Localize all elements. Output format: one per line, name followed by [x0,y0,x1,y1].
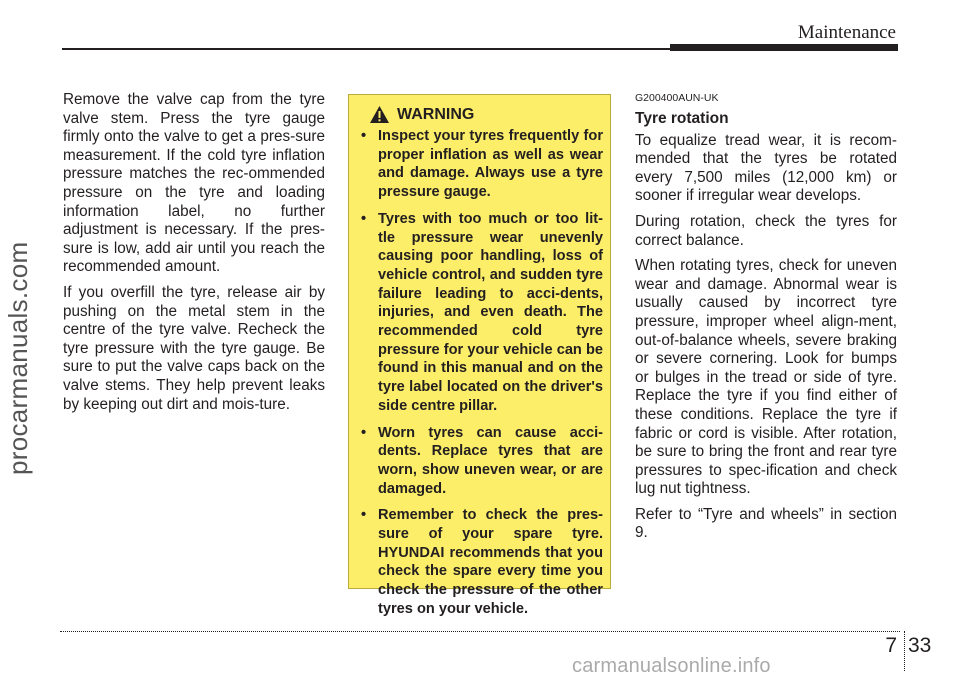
body-paragraph: When rotating tyres, check for uneven wear and damage. Abnormal wear is usually caused by incorrect tyre pressure, improper wheel align-ment, out-of-balance wheels, severe braking or severe cornering. Look for bumps or bulges in the tread or side of tyre. Replace the tyre if you find either of these conditions. Replace the tyre if fabric or cord is visible. After rotation, be sure to bring the front and rear tyre pressures to spec-ification and check lug nut tightness. [635,257,897,498]
bullet: • [361,210,367,227]
warning-box [348,94,611,617]
warning-item [359,424,603,499]
body-paragraph: If you overfill the tyre, release air by pushing on the metal stem in the centre of the tyre valve. Recheck the tyre pressure with the tyre gauge. Be sure to put the valve caps back on the valve stems. They help prevent leaks by keeping out dirt and mois-ture. [63,283,325,413]
body-paragraph: To equalize tread wear, it is recom-mended that the tyres be rotated every 7,500 miles (12,000 km) or sooner if irregular wear develops. [635,131,897,205]
body-paragraph: During rotation, check the tyres for correct balance. [635,212,897,249]
warning-item [359,506,603,618]
footer-rule [60,631,900,632]
warning-item-text: Worn tyres can cause acci-dents. Replace tyres that are worn, show uneven wear, or are damaged. [378,424,603,497]
right-column [635,91,897,550]
footer-divider [904,631,905,671]
warning-list [359,127,603,619]
header-rule-accent [670,44,898,51]
side-watermark: procarmanuals.com [3,241,33,475]
warning-item-text: Remember to check the pres-sure of your spare tyre. HYUNDAI recommends that you check the spare every time you check the pressure of the other tyres on your vehicle. [378,507,603,617]
warning-header [369,105,603,124]
chapter-number: 7 [885,634,897,657]
page-header-title: Maintenance [797,22,896,43]
warning-item-text: Tyres with too much or too lit-tle pressure wear unevenly causing poor handling, loss of vehicle control, and sudden tyre failure leading to acci-dents, injuries, and even death. The recommended cold tyre pressure for your vehicle can be found in this manual and on the tyre label located on the driver's side centre pillar. [378,210,603,414]
warning-item [359,210,603,416]
body-paragraph: Remove the valve cap from the tyre valve stem. Press the tyre gauge firmly onto the valve to get a pres-sure measurement. If the cold tyre inflation pressure matches the rec-ommended pressure on the tyre and loading information label, no further adjustment is necessary. If the pres-sure is low, add air until you reach the recommended amount. [63,91,325,276]
bullet: • [361,128,367,144]
warning-item-text: Inspect your tyres frequently for proper inflation as well as wear and damage. Always use a tyre pressure gauge. [378,128,603,201]
page-number: 33 [908,634,932,657]
section-code: G200400AUN-UK [635,92,719,104]
body-paragraph: Refer to “Tyre and wheels” in section 9. [635,505,897,542]
left-column [63,91,325,421]
bottom-watermark: carmanualsonline.info [572,655,771,677]
warning-triangle-icon [369,105,390,124]
header-rule [62,48,672,50]
bullet: • [361,507,367,524]
section-title: Tyre rotation [635,110,729,127]
bullet: • [361,424,367,441]
warning-item [359,127,603,202]
warning-title: WARNING [397,105,475,123]
